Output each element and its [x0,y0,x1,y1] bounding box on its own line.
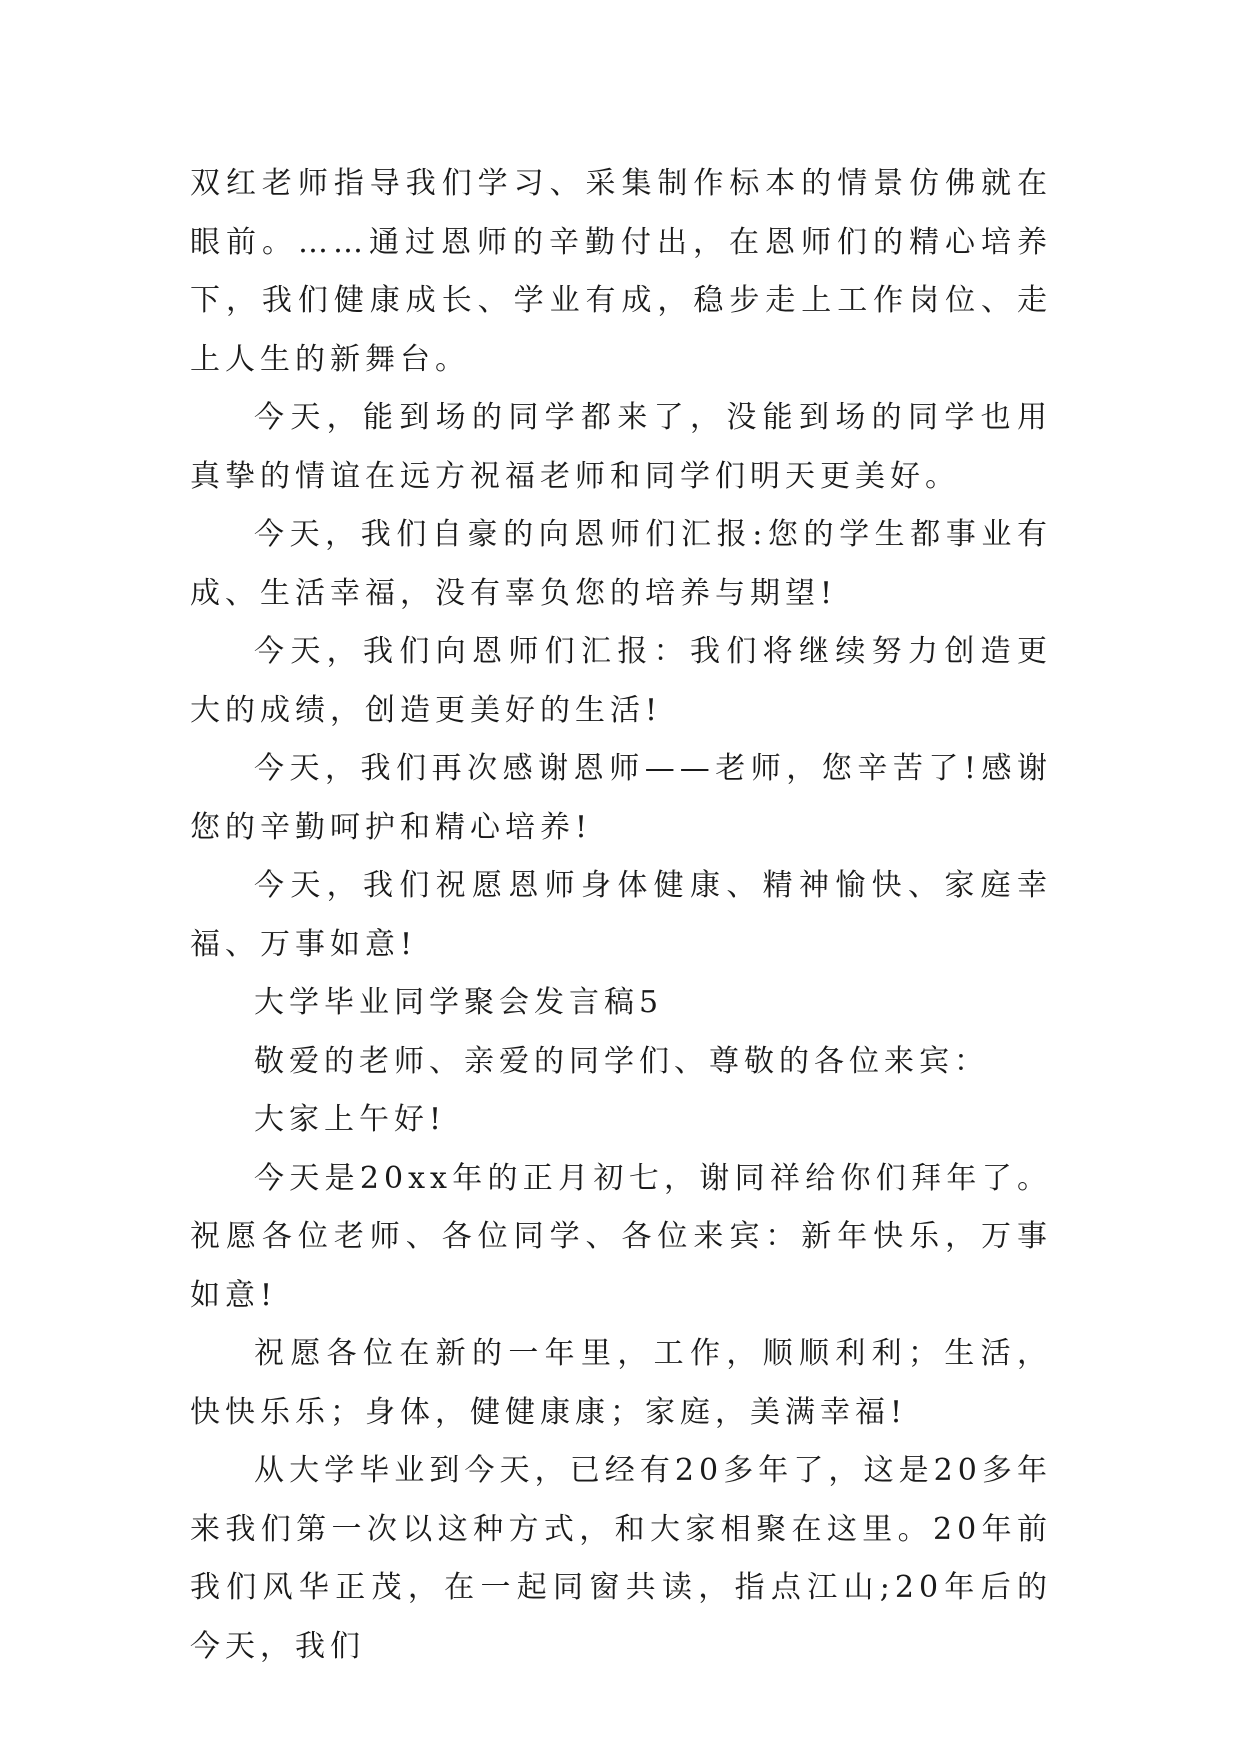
paragraph-3: 今天，我们自豪的向恩师们汇报:您的学生都事业有成、生活幸福，没有辜负您的培养与期望! [190,517,1052,611]
paragraph-12: 从大学毕业到今天，已经有20多年了，这是20多年来我们第一次以这种方式，和大家相聚在这里。20年前我们风华正茂，在一起同窗共读，指点江山;20年后的今天，我们 [190,1453,1052,1664]
paragraph-10: 今天是20xx年的正月初七，谢同祥给你们拜年了。祝愿各位老师、各位同学、各位来宾：新年快乐，万事如意! [190,1160,1052,1313]
paragraph-11: 祝愿各位在新的一年里，工作，顺顺利利；生活，快快乐乐；身体，健健康康；家庭，美满幸福! [190,1336,1052,1430]
paragraph-6: 今天，我们祝愿恩师身体健康、精神愉快、家庭幸福、万事如意! [190,868,1052,962]
paragraph-4: 今天，我们向恩师们汇报：我们将继续努力创造更大的成绩，创造更美好的生活! [190,634,1052,728]
paragraph-5: 今天，我们再次感谢恩师——老师，您辛苦了!感谢您的辛勤呵护和精心培养! [190,751,1052,845]
section-heading: 大学毕业同学聚会发言稿5 [254,985,664,1020]
salutation: 敬爱的老师、亲爱的同学们、尊敬的各位来宾： [254,1043,989,1079]
greeting: 大家上午好! [254,1102,447,1137]
paragraph-2: 今天，能到场的同学都来了，没能到场的同学也用真挚的情谊在远方祝福老师和同学们明天更美好。 [190,400,1052,494]
paragraph-1: 双红老师指导我们学习、采集制作标本的情景仿佛就在眼前。……通过恩师的辛勤付出，在恩师们的精心培养下，我们健康成长、学业有成，稳步走上工作岗位、走上人生的新舞台。 [190,166,1052,377]
document-body [190,155,1052,1676]
